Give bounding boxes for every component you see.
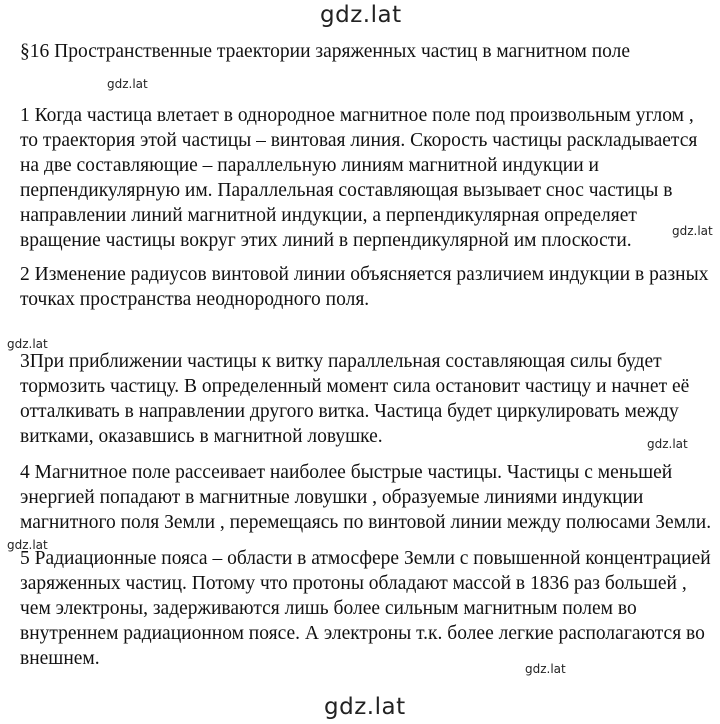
paragraph-line: витками, оказавшись в магнитной ловушке. <box>20 426 383 447</box>
paragraph-line: внешнем. <box>20 648 100 669</box>
paragraph-line: на две составляющие – параллельную линиям магнитной индукции и <box>20 155 599 176</box>
paragraph-line: 4 Магнитное поле рассеивает наиболее быстрые частицы. Частицы с меньшей <box>20 462 673 483</box>
paragraph-3 <box>20 349 720 449</box>
paragraph-line: 3При приближении частицы к витку параллельная составляющая силы будет <box>20 351 662 372</box>
paragraph-line: 1 Когда частица влетает в однородное магнитное поле под произвольным углом , <box>20 105 694 126</box>
paragraph-line: энергией попадают в магнитные ловушки , образуемые линиями индукции <box>20 487 644 508</box>
paragraph-5 <box>20 546 720 671</box>
paragraph-4 <box>20 460 720 535</box>
watermark: gdz.lat <box>7 337 48 351</box>
paragraph-1 <box>20 103 720 253</box>
paragraph-line: тормозить частицу. В определенный момент сила остановит частицу и начнет её <box>20 376 690 397</box>
paragraph-line: 5 Радиационные пояса – области в атмосфере Земли с повышенной концентрацией <box>20 548 711 569</box>
paragraph-line: направлении линий магнитной индукции, а перпендикулярная определяет <box>20 205 637 226</box>
watermark: gdz.lat <box>647 437 688 451</box>
watermark-top: gdz.lat <box>320 2 402 28</box>
paragraph-2 <box>20 262 720 312</box>
paragraph-line: точках пространства неоднородного поля. <box>20 289 370 310</box>
watermark: gdz.lat <box>525 662 566 676</box>
paragraph-line: заряженных частиц. Потому что протоны обладают массой в 1836 раз большей , <box>20 573 687 594</box>
paragraph-line: 2 Изменение радиусов винтовой линии объясняется различием индукции в разных <box>20 264 709 285</box>
watermark-bottom: gdz.lat <box>324 694 406 720</box>
watermark: gdz.lat <box>107 77 148 91</box>
paragraph-line: магнитного поля Земли , перемещаясь по винтовой линии между полюсами Земли. <box>20 512 712 533</box>
paragraph-line: отталкивать в направлении другого витка. Частица будет циркулировать между <box>20 401 679 422</box>
watermark: gdz.lat <box>672 224 713 238</box>
paragraph-line: то траектория этой частицы – винтовая линия. Скорость частицы раскладывается <box>20 130 698 151</box>
page-title: §16 Пространственные траектории заряженных частиц в магнитном поле <box>20 41 631 62</box>
paragraph-line: внутреннем радиационном поясе. А электроны т.к. более легкие располагаются во <box>20 623 705 644</box>
watermark: gdz.lat <box>7 538 48 552</box>
paragraph-line: вращение частицы вокруг этих линий в перпендикулярной им плоскости. <box>20 230 632 251</box>
paragraph-line: чем электроны, задерживаются лишь более сильным магнитным полем во <box>20 598 637 619</box>
paragraph-line: перпендикулярную им. Параллельная составляющая вызывает снос частицы в <box>20 180 673 201</box>
